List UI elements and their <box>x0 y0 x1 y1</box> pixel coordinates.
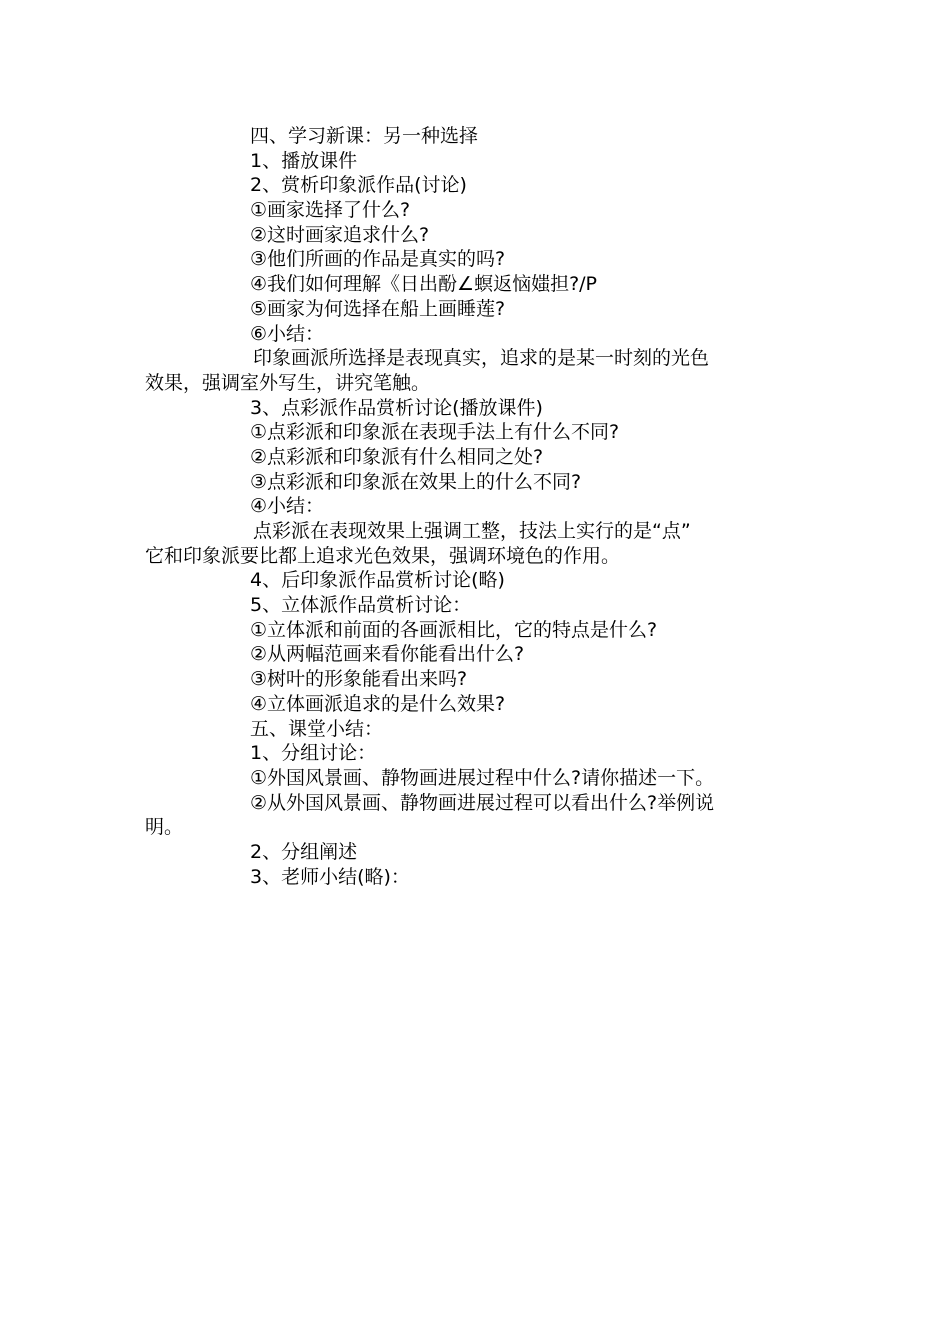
text-line: 4、后印象派作品赏析讨论(略) <box>250 569 505 592</box>
paragraph-line: 印象画派所选择是表现真实，追求的是某一时刻的光色 <box>253 347 710 370</box>
text-line: ①立体派和前面的各画派相比，它的特点是什么? <box>250 618 658 641</box>
text-line: 5、立体派作品赏析讨论： <box>250 594 472 617</box>
text-line: ②点彩派和印象派有什么相同之处? <box>250 445 544 468</box>
paragraph-line: 它和印象派要比都上追求光色效果，强调环境色的作用。 <box>145 544 621 567</box>
text-line: ②从两幅范画来看你能看出什么? <box>250 643 525 666</box>
text-line: ①外国风景画、静物画进展过程中什么?请你描述一下。 <box>250 766 715 789</box>
text-line: ①点彩派和印象派在表现手法上有什么不同? <box>250 421 620 444</box>
text-line: ④我们如何理解《日出酚∠螟返恼媸担?/P <box>250 273 598 296</box>
section-heading: 四、学习新课：另一种选择 <box>250 125 479 147</box>
text-line: 1、分组讨论： <box>250 742 377 765</box>
text-line: ⑥小结： <box>250 322 325 345</box>
paragraph-line: ②从外国风景画、静物画进展过程可以看出什么?举例说 <box>250 791 715 814</box>
text-line: 3、点彩派作品赏析讨论(播放课件) <box>250 396 543 419</box>
text-line: 3、老师小结(略)： <box>250 865 410 888</box>
paragraph-line: 点彩派在表现效果上强调工整，技法上实行的是“点” <box>253 520 691 542</box>
section-heading: 五、课堂小结： <box>250 717 384 740</box>
text-line: 2、分组阐述 <box>250 840 358 863</box>
text-line: 1、播放课件 <box>250 149 358 172</box>
paragraph-line: 明。 <box>145 816 184 839</box>
paragraph-line: 效果，强调室外写生，讲究笔触。 <box>145 371 431 394</box>
document-body <box>145 124 810 889</box>
text-line: ②这时画家追求什么? <box>250 223 430 246</box>
text-line: 2、赏析印象派作品(讨论) <box>250 174 467 197</box>
text-line: ③点彩派和印象派在效果上的什么不同? <box>250 470 582 493</box>
text-line: ④立体画派追求的是什么效果? <box>250 692 506 715</box>
text-line: ⑤画家为何选择在船上画睡莲? <box>250 297 506 320</box>
text-line: ③树叶的形象能看出来吗? <box>250 668 468 691</box>
text-line: ③他们所画的作品是真实的吗? <box>250 248 506 271</box>
text-line: ④小结： <box>250 495 325 518</box>
text-line: ①画家选择了什么? <box>250 199 411 222</box>
